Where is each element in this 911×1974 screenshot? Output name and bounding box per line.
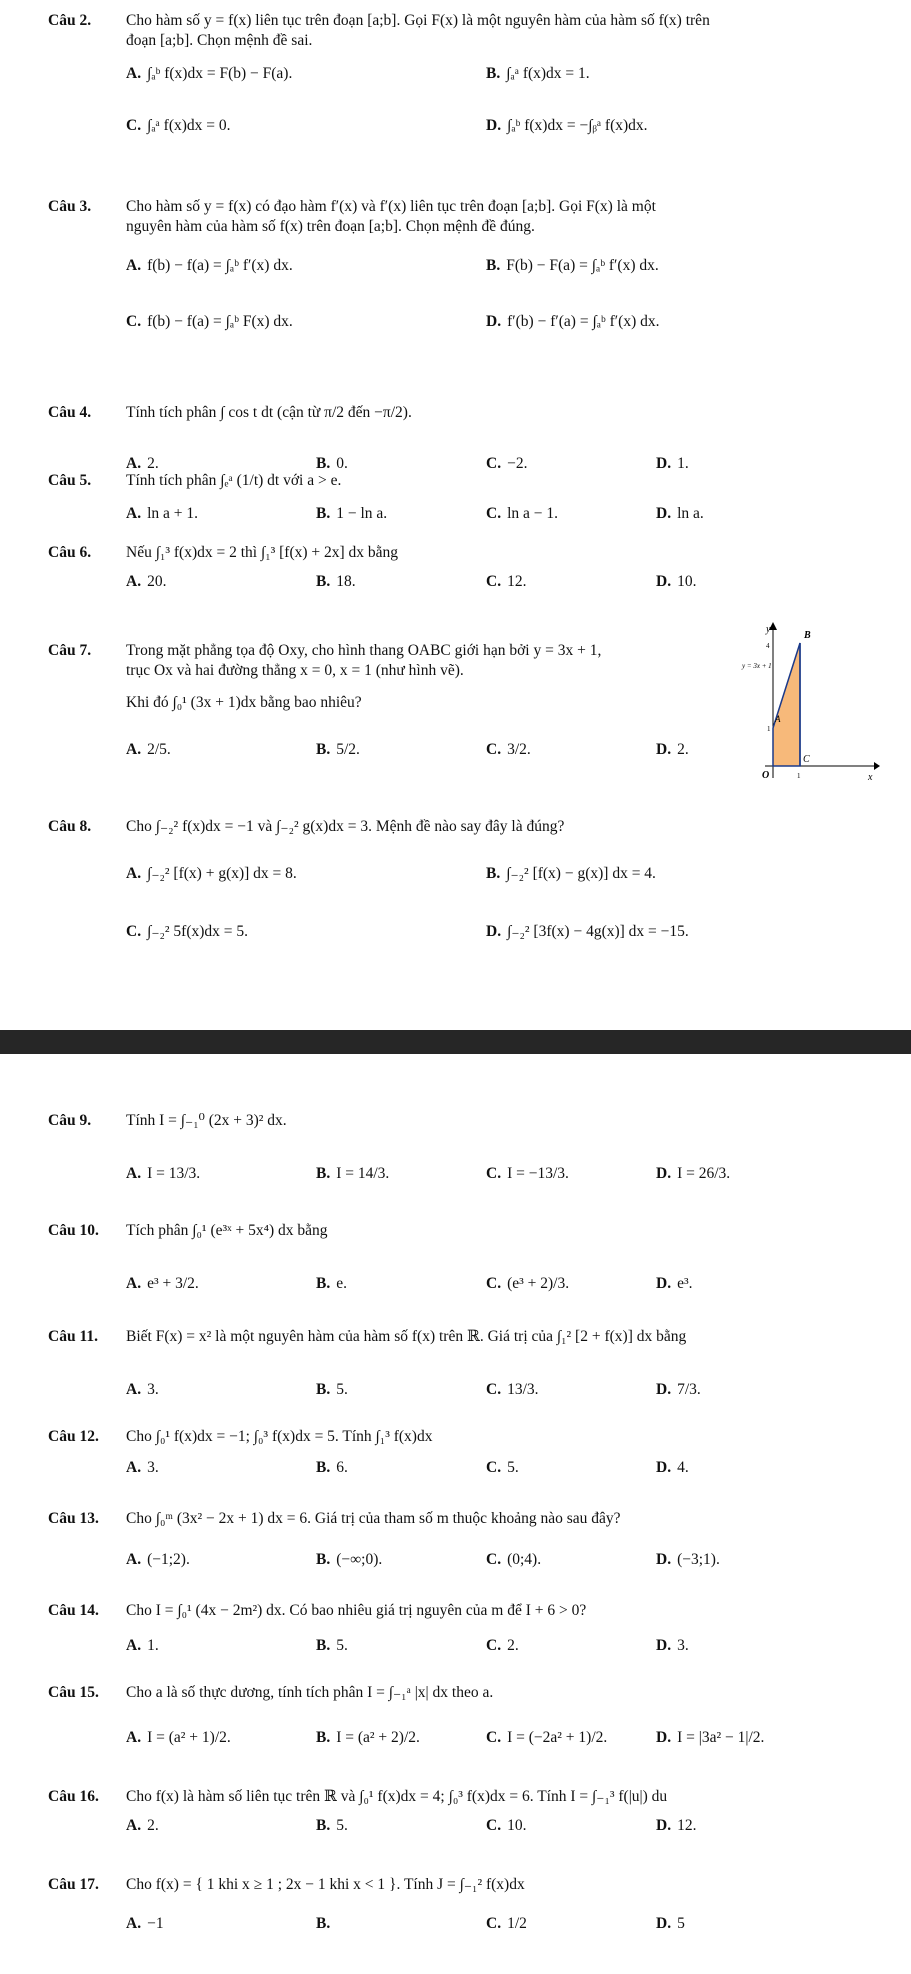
option-c: C. ∫₋₂² 5f(x)dx = 5. xyxy=(126,922,249,940)
option-a: A. f(b) − f(a) = ∫ₐᵇ f′(x) dx. xyxy=(126,257,293,275)
trapezoid-oabc xyxy=(773,643,800,766)
option-a: A. ∫ₐᵇ f(x)dx = F(b) − F(a). xyxy=(126,65,293,83)
question-text: Cho hàm số y = f(x) liên tục trên đoạn [a;b]. Gọi F(x) là một nguyên hàm của hàm số f(x) trên xyxy=(126,12,710,29)
question-14 xyxy=(48,1600,883,1658)
question-number: Câu 14. xyxy=(48,1602,99,1619)
question-15 xyxy=(48,1682,883,1750)
question-number: Câu 15. xyxy=(48,1684,99,1701)
x-label: x xyxy=(868,772,873,783)
question-13 xyxy=(48,1508,883,1572)
question-number: Câu 13. xyxy=(48,1510,99,1527)
option-d: D. 5 xyxy=(656,1915,685,1933)
option-c: C. f(b) − f(a) = ∫ₐᵇ F(x) dx. xyxy=(126,312,293,330)
question-16 xyxy=(48,1786,883,1838)
question-text: Tích phân ∫₀¹ (e³ˣ + 5x⁴) dx bằng xyxy=(126,1222,328,1239)
question-number: Câu 9. xyxy=(48,1112,92,1129)
question-text: Trong mặt phẳng tọa độ Oxy, cho hình thang OABC giới hạn bởi y = 3x + 1, xyxy=(126,642,602,659)
option-b: B. I = (a² + 2)/2. xyxy=(316,1729,420,1747)
option-a: A. I = 13/3. xyxy=(126,1165,201,1183)
option-d: D. ln a. xyxy=(656,505,704,523)
option-d: D. 7/3. xyxy=(656,1381,701,1399)
option-c: C. 2. xyxy=(486,1637,519,1655)
question-number: Câu 10. xyxy=(48,1222,99,1239)
point-b-label: B xyxy=(804,630,811,641)
question-number: Câu 2. xyxy=(48,12,92,29)
option-a: A. 3. xyxy=(126,1381,159,1399)
origin-label: O xyxy=(762,770,770,781)
question-12 xyxy=(48,1426,883,1480)
question-9 xyxy=(48,1110,883,1186)
option-a: A. 3. xyxy=(126,1459,159,1477)
y-label: y xyxy=(766,624,771,635)
option-c: C. 10. xyxy=(486,1817,527,1835)
option-a: A. −1 xyxy=(126,1915,164,1933)
option-a: A. 2. xyxy=(126,1817,159,1835)
question-number: Câu 4. xyxy=(48,404,92,421)
option-b: B. 5. xyxy=(316,1817,348,1835)
option-b: B. 18. xyxy=(316,573,356,591)
option-d: D. ∫ₐᵇ f(x)dx = −∫ᵦᵃ f(x)dx. xyxy=(486,116,648,134)
option-d: D. 4. xyxy=(656,1459,689,1477)
question-text: Tính tích phân ∫ₑᵃ (1/t) dt với a > e. xyxy=(126,472,342,489)
point-c-label: C xyxy=(803,754,810,765)
option-a: A. ∫₋₂² [f(x) + g(x)] dx = 8. xyxy=(126,865,297,883)
option-d: D. 3. xyxy=(656,1637,689,1655)
question-number: Câu 17. xyxy=(48,1876,99,1893)
option-b: B. e. xyxy=(316,1275,347,1293)
question-5 xyxy=(48,470,883,526)
question-text: Biết F(x) = x² là một nguyên hàm của hàm số f(x) trên ℝ. Giá trị của ∫₁² [2 + f(x)] dx bằng xyxy=(126,1328,687,1345)
question-10 xyxy=(48,1220,883,1296)
option-b: B. 1 − ln a. xyxy=(316,505,388,523)
option-b: B. ∫₋₂² [f(x) − g(x)] dx = 4. xyxy=(486,865,656,883)
option-b: B. (−∞;0). xyxy=(316,1551,383,1569)
question-number: Câu 8. xyxy=(48,818,92,835)
option-d: D. (−3;1). xyxy=(656,1551,720,1569)
option-b: B. I = 14/3. xyxy=(316,1165,390,1183)
option-a: A. 2/5. xyxy=(126,741,171,759)
option-d: D. 2. xyxy=(656,741,689,759)
question-17 xyxy=(48,1874,883,1936)
option-d: D. 10. xyxy=(656,573,697,591)
tick-y1: 1 xyxy=(767,725,771,733)
option-c: C. ∫ₐᵃ f(x)dx = 0. xyxy=(126,116,231,134)
option-b: B. xyxy=(316,1915,331,1933)
question-number: Câu 11. xyxy=(48,1328,98,1345)
option-a: A. 20. xyxy=(126,573,167,591)
option-c: C. I = −13/3. xyxy=(486,1165,569,1183)
option-d: D. I = |3a² − 1|/2. xyxy=(656,1729,765,1747)
question-7 xyxy=(48,640,728,762)
option-c: C. 5. xyxy=(486,1459,519,1477)
question-number: Câu 7. xyxy=(48,642,92,659)
line-label: y = 3x + 1 xyxy=(742,662,772,670)
option-a: A. I = (a² + 1)/2. xyxy=(126,1729,231,1747)
option-c: C. (e³ + 2)/3. xyxy=(486,1275,570,1293)
question-3 xyxy=(48,196,883,333)
option-d: D. e³. xyxy=(656,1275,693,1293)
option-c: C. 12. xyxy=(486,573,527,591)
question-text: Nếu ∫₁³ f(x)dx = 2 thì ∫₁³ [f(x) + 2x] dx bằng xyxy=(126,544,399,561)
x-axis-arrow-icon xyxy=(874,762,880,770)
question-text-cont: Khi đó ∫₀¹ (3x + 1)dx bằng bao nhiêu? xyxy=(126,694,362,712)
question-text-cont: trục Ox và hai đường thẳng x = 0, x = 1 (như hình vẽ). xyxy=(126,662,464,680)
question-2 xyxy=(48,10,883,137)
option-a: A. (−1;2). xyxy=(126,1551,190,1569)
question-text-cont: nguyên hàm của hàm số f(x) trên đoạn [a;b]. Chọn mệnh đề đúng. xyxy=(126,218,535,236)
option-d: D. ∫₋₂² [3f(x) − 4g(x)] dx = −15. xyxy=(486,922,689,940)
option-b: B. 5/2. xyxy=(316,741,360,759)
point-a-label: A xyxy=(775,714,781,724)
question-number: Câu 6. xyxy=(48,544,92,561)
option-b: B. ∫ₐᵃ f(x)dx = 1. xyxy=(486,65,590,83)
option-d: D. 12. xyxy=(656,1817,697,1835)
question-text-cont: đoạn [a;b]. Chọn mệnh đề sai. xyxy=(126,32,313,50)
question-text: Cho a là số thực dương, tính tích phân I = ∫₋₁ᵃ |x| dx theo a. xyxy=(126,1684,494,1701)
page-separator-band xyxy=(0,1030,911,1054)
trapezoid-figure xyxy=(740,618,880,783)
question-number: Câu 3. xyxy=(48,198,92,215)
option-b: B. 5. xyxy=(316,1381,348,1399)
option-a: A. e³ + 3/2. xyxy=(126,1275,199,1293)
question-text: Tính tích phân ∫ cos t dt (cận từ π/2 đến −π/2). xyxy=(126,404,412,421)
question-8 xyxy=(48,816,883,943)
question-text: Tính I = ∫₋₁⁰ (2x + 3)² dx. xyxy=(126,1112,287,1129)
tick-x1: 1 xyxy=(797,772,801,780)
option-b: B. F(b) − F(a) = ∫ₐᵇ f′(x) dx. xyxy=(486,257,659,275)
option-d: D. I = 26/3. xyxy=(656,1165,731,1183)
option-c: C. 13/3. xyxy=(486,1381,539,1399)
option-b: B. 6. xyxy=(316,1459,348,1477)
option-c: C. −2. xyxy=(486,455,528,473)
option-b: B. 5. xyxy=(316,1637,348,1655)
question-text: Cho f(x) là hàm số liên tục trên ℝ và ∫₀¹ f(x)dx = 4; ∫₀³ f(x)dx = 6. Tính I = ∫₋₁³ f(|u|) du xyxy=(126,1788,668,1805)
option-c: C. 1/2 xyxy=(486,1915,527,1933)
question-4 xyxy=(48,402,883,476)
option-a: A. ln a + 1. xyxy=(126,505,199,523)
question-text: Cho ∫₋₂² f(x)dx = −1 và ∫₋₂² g(x)dx = 3. Mệnh đề nào say đây là đúng? xyxy=(126,818,565,835)
question-6 xyxy=(48,542,883,594)
question-number: Câu 16. xyxy=(48,1788,99,1805)
question-text: Cho I = ∫₀¹ (4x − 2m²) dx. Có bao nhiêu giá trị nguyên của m để I + 6 > 0? xyxy=(126,1602,587,1619)
question-text: Cho ∫₀¹ f(x)dx = −1; ∫₀³ f(x)dx = 5. Tính ∫₁³ f(x)dx xyxy=(126,1428,433,1445)
option-d: D. f′(b) − f′(a) = ∫ₐᵇ f′(x) dx. xyxy=(486,312,660,330)
option-c: C. I = (−2a² + 1)/2. xyxy=(486,1729,608,1747)
option-d: D. 1. xyxy=(656,455,689,473)
question-text: Cho hàm số y = f(x) có đạo hàm f′(x) và f′(x) liên tục trên đoạn [a;b]. Gọi F(x) là một xyxy=(126,198,656,215)
question-text: Cho ∫₀ᵐ (3x² − 2x + 1) dx = 6. Giá trị của tham số m thuộc khoảng nào sau đây? xyxy=(126,1510,621,1527)
option-b: B. 0. xyxy=(316,455,348,473)
question-11 xyxy=(48,1326,883,1402)
option-a: A. 2. xyxy=(126,455,159,473)
question-number: Câu 5. xyxy=(48,472,92,489)
question-number: Câu 12. xyxy=(48,1428,99,1445)
question-text: Cho f(x) = { 1 khi x ≥ 1 ; 2x − 1 khi x < 1 }. Tính J = ∫₋₁² f(x)dx xyxy=(126,1876,525,1893)
option-c: C. (0;4). xyxy=(486,1551,542,1569)
option-c: C. 3/2. xyxy=(486,741,531,759)
tick-4: 4 xyxy=(766,642,770,650)
option-c: C. ln a − 1. xyxy=(486,505,559,523)
option-a: A. 1. xyxy=(126,1637,159,1655)
